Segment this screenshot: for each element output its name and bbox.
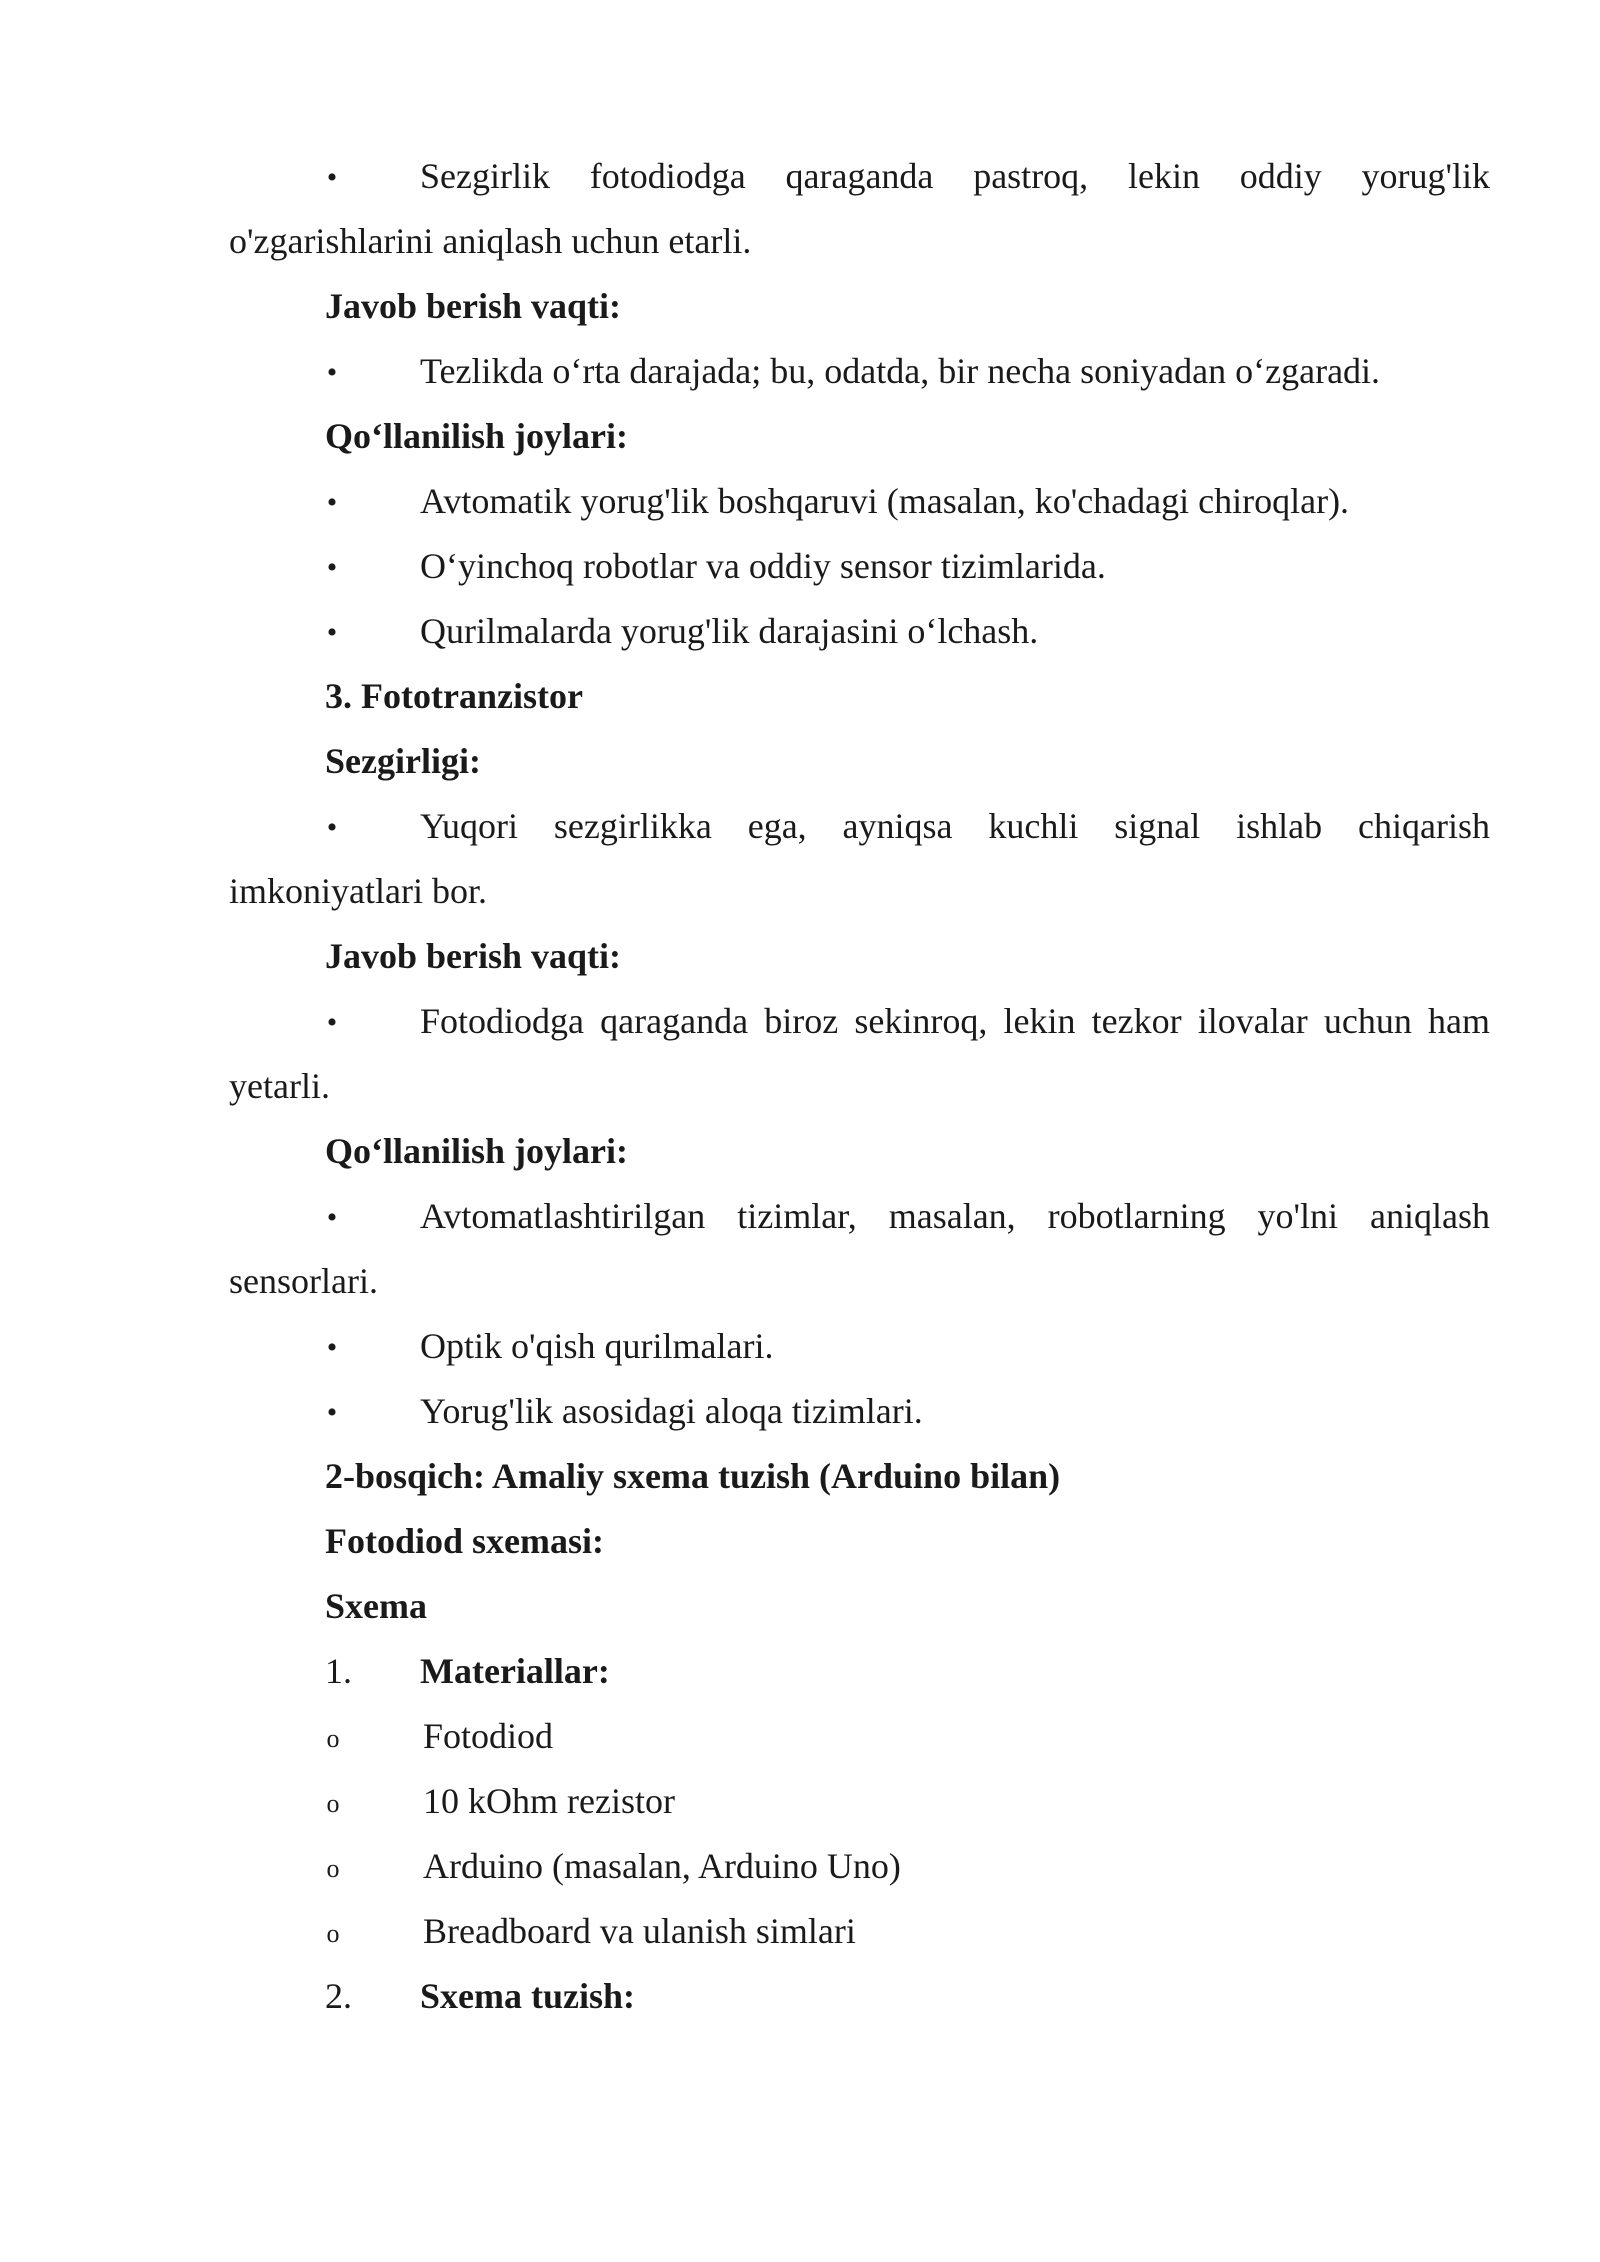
bullet-text: Avtomatlashtirilgan tizimlar, masalan, robotlarning yo'lni aniqlash bbox=[420, 1196, 1490, 1236]
bullet-dot: • bbox=[326, 811, 338, 844]
bullet-text: Yorug'lik asosidagi aloqa tizimlari. bbox=[420, 1391, 923, 1431]
sub-bullet: o bbox=[326, 1789, 340, 1818]
list-number: 2. bbox=[325, 1976, 352, 2016]
section-heading: Javob berish vaqti: bbox=[325, 936, 622, 976]
bullet-text: Sezgirlik fotodiodga qaraganda pastroq, lekin oddiy yorug'lik bbox=[420, 156, 1490, 196]
sub-bullet: o bbox=[326, 1724, 340, 1753]
material-item: Fotodiod bbox=[423, 1716, 554, 1756]
bullet-text-continuation: o'zgarishlarini aniqlash uchun etarli. bbox=[229, 221, 752, 261]
material-item: Breadboard va ulanish simlari bbox=[423, 1911, 856, 1951]
bullet-text: Optik o'qish qurilmalari. bbox=[420, 1326, 774, 1366]
numbered-item-label: Sxema tuzish: bbox=[420, 1976, 635, 2016]
sub-bullet: o bbox=[326, 1919, 340, 1948]
section-heading: Sezgirligi: bbox=[325, 741, 481, 781]
section-heading: Javob berish vaqti: bbox=[325, 286, 622, 326]
section-heading: Qo‘llanilish joylari: bbox=[325, 1131, 629, 1171]
material-item: Arduino (masalan, Arduino Uno) bbox=[423, 1846, 901, 1886]
section-title: 2-bosqich: Amaliy sxema tuzish (Arduino bilan) bbox=[325, 1456, 1061, 1496]
bullet-text: Yuqori sezgirlikka ega, ayniqsa kuchli signal ishlab chiqarish bbox=[420, 806, 1490, 846]
bullet-dot: • bbox=[326, 1331, 338, 1364]
bullet-text: Avtomatik yorug'lik boshqaruvi (masalan, ko'chadagi chiroqlar). bbox=[420, 481, 1350, 521]
numbered-item-label: Materiallar: bbox=[420, 1651, 610, 1691]
bullet-dot: • bbox=[326, 1201, 338, 1234]
bullet-text: O‘yinchoq robotlar va oddiy sensor tizimlarida. bbox=[420, 546, 1106, 586]
bullet-text: Qurilmalarda yorug'lik darajasini o‘lchash. bbox=[420, 611, 1039, 651]
bullet-dot: • bbox=[326, 616, 338, 649]
bullet-dot: • bbox=[326, 551, 338, 584]
list-number: 1. bbox=[325, 1651, 352, 1691]
section-heading: Fotodiod sxemasi: bbox=[325, 1521, 604, 1561]
bullet-dot: • bbox=[326, 1006, 338, 1039]
bullet-dot: • bbox=[326, 356, 338, 389]
bullet-dot: • bbox=[326, 161, 338, 194]
bullet-text: Tezlikda o‘rta darajada; bu, odatda, bir necha soniyadan o‘zgaradi. bbox=[420, 351, 1381, 391]
bullet-dot: • bbox=[326, 1396, 338, 1429]
sub-bullet: o bbox=[326, 1854, 340, 1883]
bullet-text-continuation: sensorlari. bbox=[229, 1261, 378, 1301]
section-title: 3. Fototranzistor bbox=[325, 676, 583, 716]
bullet-text-continuation: imkoniyatlari bor. bbox=[229, 871, 487, 911]
bullet-text-continuation: yetarli. bbox=[229, 1066, 330, 1106]
material-item: 10 kOhm rezistor bbox=[423, 1781, 675, 1821]
bullet-dot: • bbox=[326, 486, 338, 519]
section-heading: Qo‘llanilish joylari: bbox=[325, 416, 629, 456]
section-heading: Sxema bbox=[325, 1586, 427, 1626]
bullet-text: Fotodiodga qaraganda biroz sekinroq, lekin tezkor ilovalar uchun ham bbox=[420, 1001, 1490, 1041]
